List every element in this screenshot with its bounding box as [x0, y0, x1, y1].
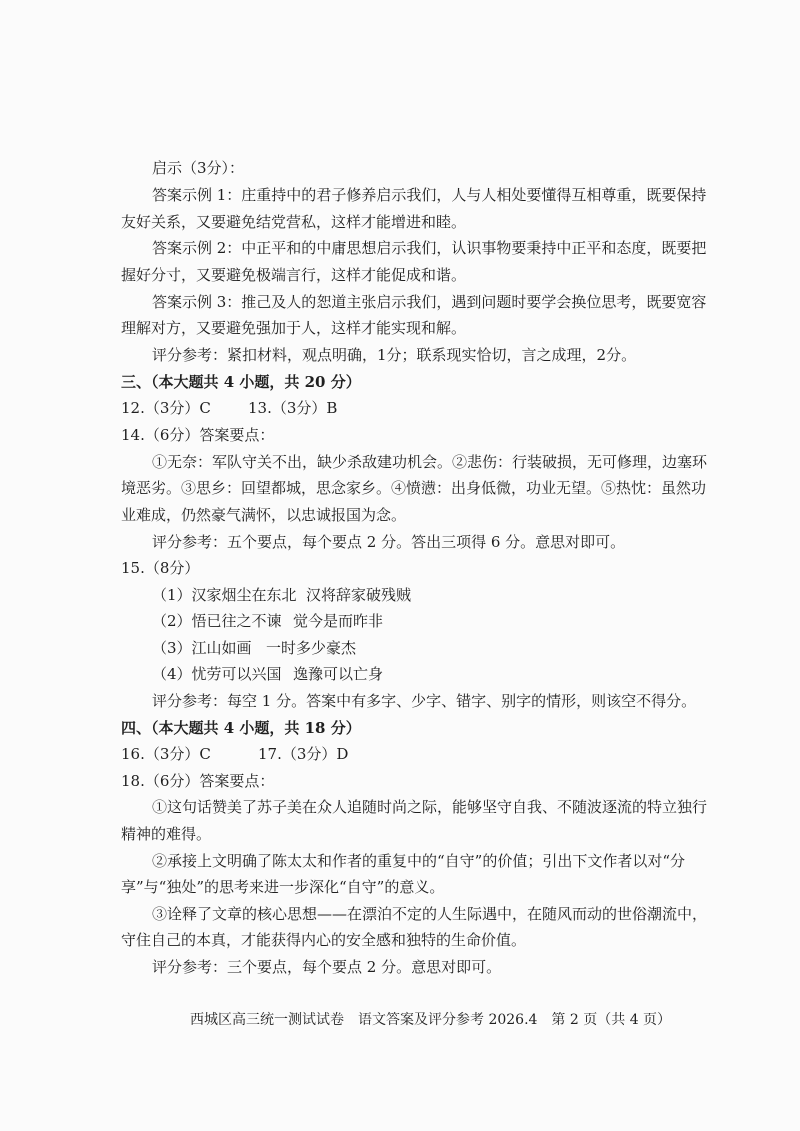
- q14-line-3: 业难成，仍然豪气满怀，以忠诚报国为念。: [121, 506, 407, 524]
- q18-point-1-line-1: ①这句话赞美了苏子美在众人追随时尚之际，能够坚守自我、不随波逐流的特立独行: [152, 798, 708, 816]
- q14-line-1: ①无奈：军队守关不出，缺少杀敌建功机会。②悲伤：行装破损，无可修理，边塞环: [152, 453, 708, 471]
- q15-item-2-answer: 觉今是而昨非: [293, 612, 384, 630]
- q18-point-2-line-1: ②承接上文明确了陈太太和作者的重复中的“自守”的价值；引出下文作者以对“分: [152, 852, 686, 870]
- q12-answer: 12.（3分）C: [121, 399, 211, 417]
- q15-scoring: 评分参考：每空 1 分。答案中有多字、少字、错字、别字的情形，则该空不得分。: [152, 692, 697, 710]
- example-2-line-1: 答案示例 2：中正平和的中庸思想启示我们，认识事物要秉持中正平和态度，既要把: [152, 239, 707, 257]
- q15-item-3-answer: 一时多少豪杰: [266, 639, 357, 657]
- q17-answer: 17.（3分）D: [258, 745, 349, 763]
- example-2-line-2: 握好分寸，又要避免极端言行，这样才能促成和谐。: [121, 266, 467, 284]
- page-footer: 西城区高三统一测试试卷 语文答案及评分参考 2026.4 第 2 页（共 4 页）: [190, 1012, 672, 1028]
- example-3-line-1: 答案示例 3：推己及人的恕道主张启示我们，遇到问题时要学会换位思考，既要宽容: [152, 293, 707, 311]
- q14-line-2: 境恶劣。③思乡：回望都城，思念家乡。④愤懑：出身低微，功业无望。⑤热忱：虽然功: [121, 479, 707, 497]
- q15-item-4-answer: 逸豫可以亡身: [293, 665, 384, 683]
- q15-item-4: （4）忧劳可以兴国: [152, 665, 282, 683]
- q18-point-3-line-2: 守住自己的本真，才能获得内心的安全感和独特的生命价值。: [121, 931, 527, 949]
- example-1-line-1: 答案示例 1：庄重持中的君子修养启示我们，人与人相处要懂得互相尊重，既要保持: [152, 186, 707, 204]
- example-1-line-2: 友好关系，又要避免结党营私，这样才能增进和睦。: [121, 213, 467, 231]
- example-3-line-2: 理解对方，又要避免强加于人，这样才能实现和解。: [121, 319, 467, 337]
- section-4-heading: 四、（本大题共 4 小题，共 18 分）: [121, 719, 361, 737]
- q18-point-3-line-1: ③诠释了文章的核心思想——在漂泊不定的人生际遇中，在随风而动的世俗潮流中，: [152, 905, 708, 923]
- q15-item-1-answer: 汉将辞家破残贼: [306, 586, 412, 604]
- q18-point-2-line-2: 享”与“独处”的思考来进一步深化“自守”的意义。: [121, 878, 445, 896]
- q14-scoring: 评分参考：五个要点，每个要点 2 分。答出三项得 6 分。意思对即可。: [152, 533, 626, 551]
- q15-heading: 15.（8分）: [121, 559, 200, 577]
- q15-item-1: （1）汉家烟尘在东北: [152, 586, 297, 604]
- q15-item-3: （3）江山如画: [152, 639, 252, 657]
- q16-answer: 16.（3分）C: [121, 745, 211, 763]
- inspiration-label: 启示（3分）：: [152, 159, 245, 177]
- q18-point-1-line-2: 精神的难得。: [121, 825, 212, 843]
- q13-answer: 13.（3分）B: [248, 399, 338, 417]
- q18-scoring: 评分参考：三个要点，每个要点 2 分。意思对即可。: [152, 958, 502, 976]
- q14-heading: 14.（6分）答案要点：: [121, 426, 275, 444]
- q18-heading: 18.（6分）答案要点：: [121, 772, 275, 790]
- q15-item-2: （2）悟已往之不谏: [152, 612, 282, 630]
- inspiration-scoring: 评分参考：紧扣材料，观点明确，1分；联系现实恰切，言之成理，2分。: [152, 346, 637, 364]
- section-3-heading: 三、（本大题共 4 小题，共 20 分）: [121, 373, 361, 391]
